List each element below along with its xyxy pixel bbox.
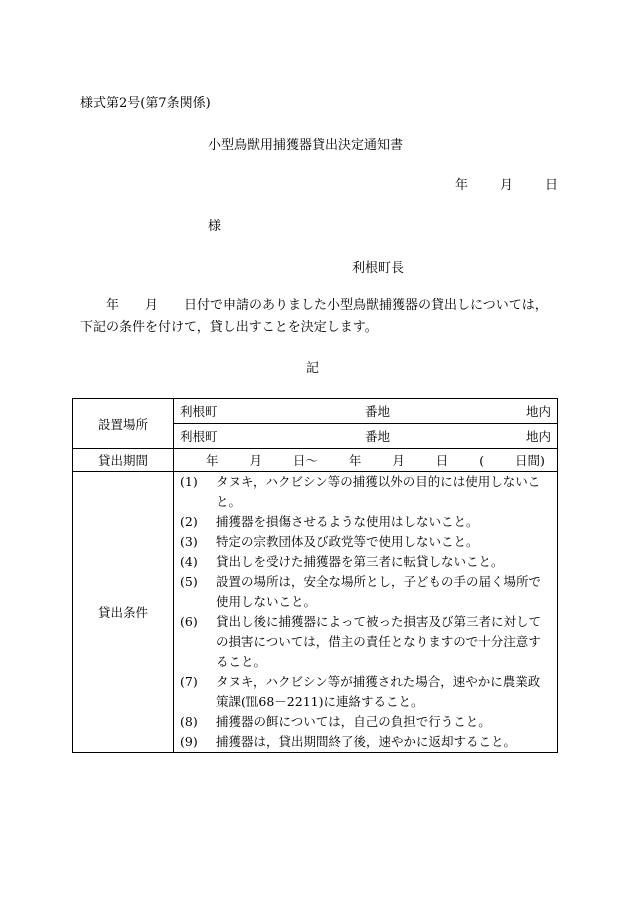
condition-item: (3) 特定の宗教団体及び政党等で使用しないこと。: [180, 534, 479, 549]
body-text: 年 月 日付で申請のありました小型鳥獣捕獲器の貸出しについては，下記の条件を付けて，貸し出すことを決定します。: [80, 298, 548, 335]
place-town: 利根町: [180, 404, 218, 419]
date-line: [455, 177, 558, 195]
condition-item: (2) 捕獲器を損傷させるような使用はしないこと。: [180, 514, 479, 529]
place-chinai: 地内: [525, 404, 551, 419]
date-month: 月: [500, 178, 514, 193]
date-year: 年: [455, 178, 469, 193]
issuer: 利根町長: [352, 261, 405, 276]
place-chinai: 地内: [525, 429, 551, 444]
date-day: 日: [545, 178, 559, 193]
condition-item: (9) 捕獲器は，貸出期間終了後，速やかに返却すること。: [180, 734, 517, 749]
place-banchi: 番地: [365, 404, 391, 419]
conditions-list: [174, 472, 558, 753]
ki-heading: 記: [306, 361, 320, 376]
condition-item: (8) 捕獲器の餌については，自己の負担で行うこと。: [180, 714, 491, 729]
period-label: 貸出期間: [73, 449, 174, 472]
document-title: 小型鳥獣用捕獲器貸出決定通知書: [208, 138, 404, 153]
addressee-suffix: 様: [208, 219, 222, 234]
loan-table: [72, 398, 558, 753]
condition-item: (5) 設置の場所は，安全な場所とし，子どもの手の届く場所で使用しないこと。: [180, 574, 542, 609]
condition-item: (6) 貸出し後に捕獲器によって被った損害及び第三者に対しての損害については，借主の責任となりますので十分注意すること。: [180, 614, 542, 669]
conditions-label: 貸出条件: [73, 472, 174, 753]
condition-item: (1) タヌキ，ハクビシン等の捕獲以外の目的には使用しないこと。: [180, 474, 541, 509]
period-value: 年 月 日～ 年 月 日 ( 日間): [206, 452, 545, 468]
form-number: 様式第2号(第7条関係): [80, 96, 211, 111]
condition-item: (7) タヌキ，ハクビシン等が捕獲された場合，速やかに農業政策課(℡68－2211)に連絡すること。: [180, 674, 541, 709]
period-row: [73, 449, 558, 472]
place-town: 利根町: [180, 429, 218, 444]
place-banchi: 番地: [365, 429, 391, 444]
place-label: 設置場所: [73, 399, 174, 449]
conditions-row: [73, 472, 558, 753]
condition-item: (4) 貸出しを受けた捕獲器を第三者に転貸しないこと。: [180, 554, 504, 569]
place-row-1: [73, 399, 558, 424]
